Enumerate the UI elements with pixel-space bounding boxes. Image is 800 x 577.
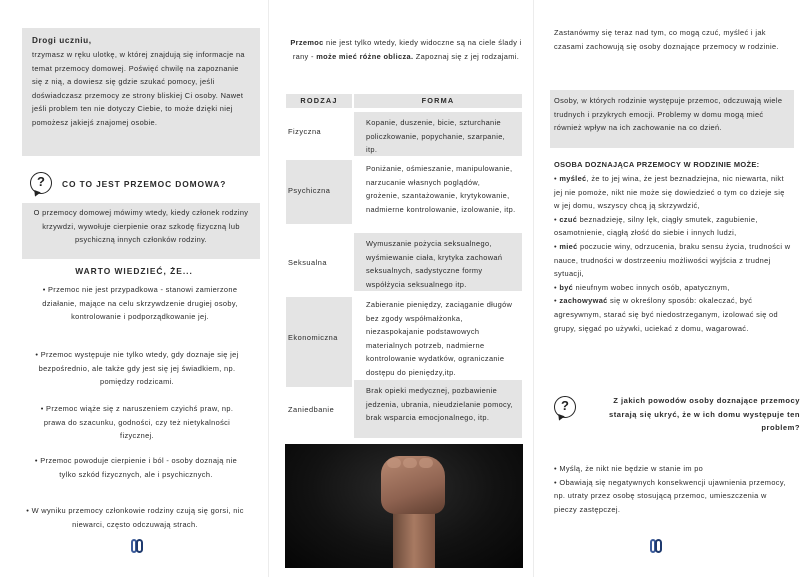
table-row-form: Brak opieki medycznej, pozbawienie jedzenia, ubrania, nieudzielanie pomocy, brak wsparcia emocjonalnego, itp. (354, 380, 522, 438)
intro-bold: Przemoc (290, 38, 324, 47)
fact-item: • Przemoc powoduje cierpienie i ból - osoby doznają nie tylko szkód fizycznych, ale i psychicznych. (34, 456, 238, 479)
item-verb: myśleć (559, 174, 587, 183)
intro-paragraph: Zastanówmy się teraz nad tym, co mogą czuć, myśleć i jak czasami zachowują się osoby doznające przemocy w rodzinie. (554, 28, 779, 51)
fist-photo (285, 444, 523, 568)
item-verb: zachowywać (559, 296, 608, 306)
panel-middle (270, 0, 532, 577)
symptoms-list (554, 172, 792, 335)
intro-text (290, 36, 522, 63)
item-text: poczucie winy, odrzucenia, braku sensu życia, trudności w nauce, trudności w dostrzeeniu możliwości wyjścia z trudnej sytuacji, (554, 241, 791, 279)
fact-item: • Przemoc wiąże się z naruszeniem czyichś praw, np. prawa do szacunku, godności, czy też nietykalności fizycznej. (40, 404, 234, 441)
item-text: nieufnym wobec innych osób, apatycznym, (573, 282, 730, 292)
facts-title: WARTO WIEDZIEĆ, ŻE... (75, 266, 193, 276)
table-row-type: Seksualna (288, 258, 328, 267)
item-text: , że to jej wina, że jest beznadziejna, nic niewarta, nikt jej nie pomoże, nikt nie może się dowiedzieć o tym co dzieje się w jej domu, wszyscy chcą ją skrzywdzić, (554, 174, 785, 211)
fact-item: • W wyniku przemocy członkowie rodziny czują się gorsi, nic niewarci, często odczuwają strach. (26, 506, 244, 529)
list-item: • myśleć, że to jej wina, że jest beznadziejna, nic niewarta, nikt jej nie pomoże, nikt nie może się dowiedzieć o tym co dzieje się w jej domu, wszyscy chcą ją skrzywdzić, (554, 174, 785, 211)
table-row-type: Fizyczna (288, 127, 322, 136)
table-row-form: Kopanie, duszenie, bicie, szturchanie policzkowanie, popychanie, szarpanie, itp. (354, 112, 522, 156)
greeting-text: trzymasz w ręku ulotkę, w której znajdują się informacje na temat przemocy domowej. Poświęć chwilę na zapoznanie się z nią, a dowiesz się gdzie szukać pomocy, jeśli doświadczasz przemocy ze strony bliskiej Ci osoby. Nawet jeśli problem ten nie dotyczy Ciebie, to może dzięki niej pomożesz jakiejś znajomej osobie. (32, 50, 245, 127)
question-title: Z jakich powodów osoby doznające przemocy starają się ukryć, że w ich domu występuje ten problem? (609, 396, 800, 432)
list-item: • czuć beznadzieję, silny lęk, ciągły smutek, zagubienie, osamotnienie, ciągłą złość do siebie i innych ludzi, (554, 214, 758, 238)
list-item: • Obawiają się negatywnych konsekwencji ujawnienia przemocy, np. utraty przez osobę stosującą przemoc, umieszczenia w pieczy zastępczej. (554, 477, 786, 514)
table-row-type: Zaniedbanie (288, 405, 335, 414)
table-row-form: Zabieranie pieniędzy, zaciąganie długów bez zgody współmałżonka, niezaspokajanie podstawowych materialnych potrzeb, nadmierne kontrolowanie wydatków, ograniczanie dostępu do pieniędzy,itp. (366, 300, 513, 377)
definition-box: O przemocy domowej mówimy wtedy, kiedy członek rodziny krzywdzi, wywołuje cierpienie oraz szkodę fizyczną lub psychiczną innych członków rodziny. (22, 203, 260, 259)
organization-logo (131, 538, 143, 554)
panel-left (0, 0, 268, 577)
table-row-type: Ekonomiczna (288, 333, 338, 342)
intro-span: Zapoznaj się z jej rodzajami. (413, 51, 520, 61)
table-header-type: RODZAJ (286, 94, 352, 108)
fact-item: • Przemoc nie jest przypadkowa - stanowi zamierzone działanie, mające na celu skrzywdzenie drugiej osoby, kontrolowanie i podporządkowanie jej. (42, 285, 238, 322)
question-bubble-icon: ? (30, 172, 52, 194)
list-item: • mieć poczucie winy, odrzucenia, braku sensu życia, trudności w nauce, trudności w dostrzeeniu możliwości wyjścia z trudnej sytuacji, (554, 241, 791, 279)
reasons-list (554, 462, 792, 516)
list-item: • Myślą, że nikt nie będzie w stanie im po (554, 464, 704, 473)
organization-logo (650, 538, 662, 554)
fold-line (533, 0, 534, 577)
table-row-form: Poniżanie, ośmieszanie, manipulowanie, narzucanie własnych poglądów, grożenie, szantażowanie, krytykowanie, nadmierne kontrolowanie, izolowanie, itp. (366, 164, 516, 214)
question-bubble-icon: ? (554, 396, 576, 418)
greeting-title: Drogi uczniu, (32, 36, 92, 45)
fact-item: • Przemoc występuje nie tylko wtedy, gdy doznaje się jej bezpośrednio, ale także gdy jest się jej świadkiem, np. pomiędzy rodzicami. (35, 350, 239, 387)
fold-line (268, 0, 269, 577)
table-row-type: Psychiczna (288, 186, 331, 195)
symptoms-heading: OSOBA DOZNAJĄCA PRZEMOCY W RODZINIE MOŻE: (554, 160, 760, 169)
list-item: • zachowywać się w określony sposób: okaleczać, być agresywnym, starać się być niedostrzeganym, izolować się od grupy, sięgać po używki, uciekać z domu, wagarować. (554, 296, 778, 333)
section-header (22, 170, 262, 198)
table-header-form: FORMA (354, 94, 522, 108)
intro-span: nie jest tylko wtedy, kiedy widoczne są na ciele ślady i rany - (292, 38, 522, 61)
item-verb: być (559, 282, 574, 292)
section-title: CO TO JEST PRZEMOC DOMOWA? (62, 179, 227, 189)
item-verb: mieć (559, 241, 578, 251)
list-item: • być nieufnym wobec innych osób, apatycznym, (554, 282, 730, 292)
item-text: beznadzieję, silny lęk, ciągły smutek, zagubienie, osamotnienie, ciągłą złość do siebie i innych ludzi, (554, 214, 758, 238)
table-row-form: Wymuszanie pożycia seksualnego, wyśmiewanie ciała, krytyka zachowań seksualnych, sadystyczne formy współżycia seksualnego itp. (354, 233, 522, 291)
table-cell-bg (286, 297, 352, 387)
intro-bold: może mieć różne oblicza. (316, 51, 414, 61)
panel-right (536, 0, 800, 577)
emotions-box: Osoby, w których rodzinie występuje przemoc, odczuwają wiele trudnych i przykrych emocji. Problemy w domu mogą mieć również wpływ na ich zachowanie na co dzień. (550, 90, 794, 148)
item-verb: czuć (559, 214, 578, 224)
item-text: się w określony sposób: okaleczać, być agresywnym, starać się być niedostrzeganym, izolować się od grupy, sięgać po używki, uciekać z domu, wagarować. (554, 296, 778, 333)
greeting-box (22, 28, 260, 156)
